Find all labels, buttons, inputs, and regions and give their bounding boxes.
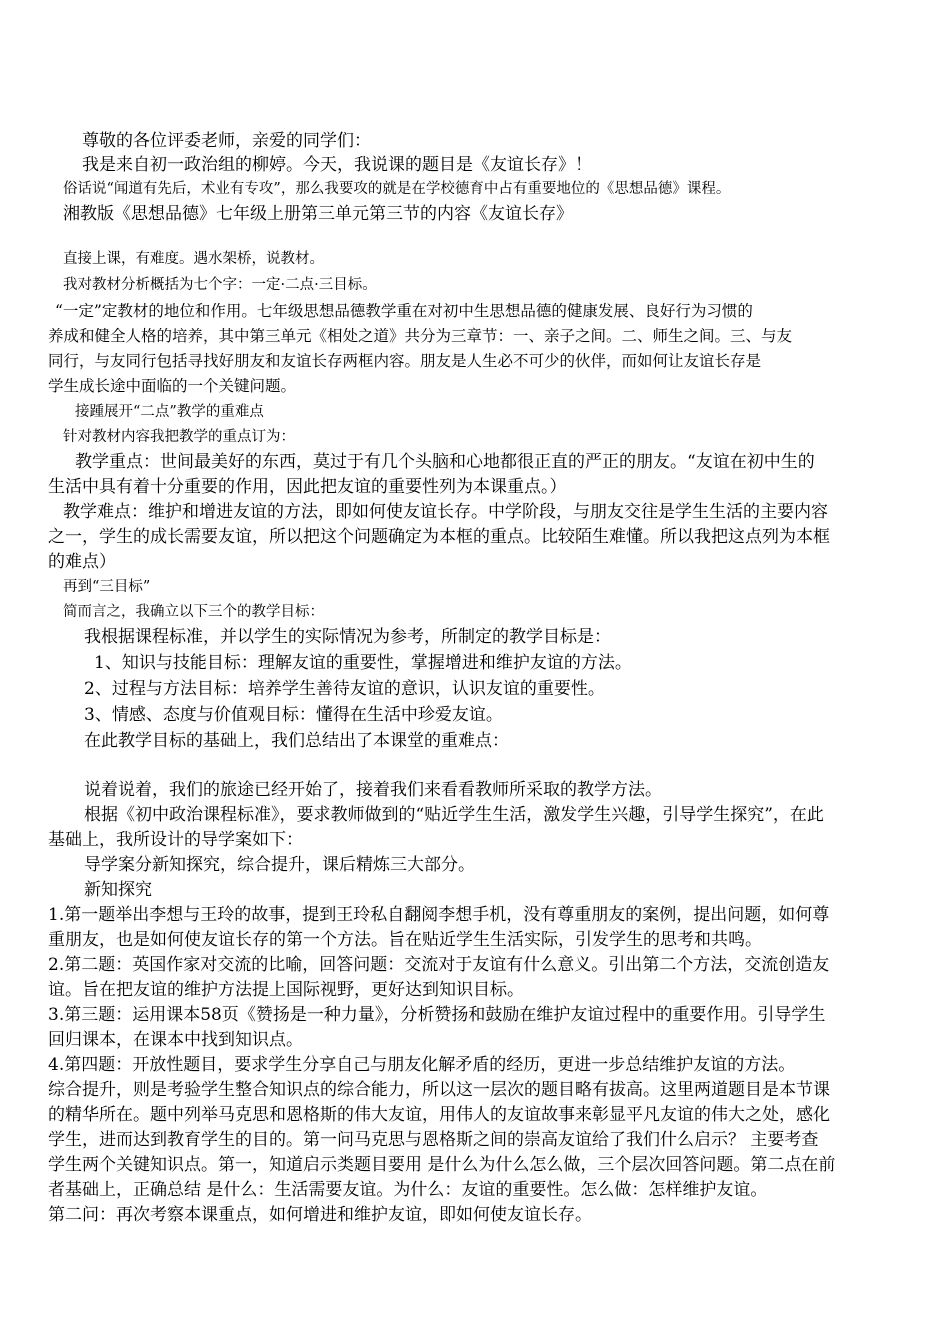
text-line: 的难点）	[48, 552, 116, 572]
text-line: 谊。旨在把友谊的维护方法提上国际视野，更好达到知识目标。	[48, 980, 524, 1000]
text-line: 我根据课程标准，并以学生的实际情况为参考，所制定的教学目标是：	[84, 627, 611, 647]
text-line: 再到“三目标”	[63, 579, 151, 595]
text-line: 2.第二题：英国作家对交流的比喻，回答问题：交流对于友谊有什么意义。引出第二个方法，交流创造友	[48, 955, 830, 975]
text-line: 基础上，我所设计的导学案如下：	[48, 830, 303, 850]
text-line: 2、过程与方法目标：培养学生善待友谊的意识，认识友谊的重要性。	[84, 679, 605, 699]
text-line: 综合提升，则是考验学生整合知识点的综合能力，所以这一层次的题目略有拔高。这里两道题目是本节课	[48, 1080, 830, 1100]
text-line: 学生成长途中面临的一个关键问题。	[48, 377, 297, 395]
text-line: 者基础上，正确总结 是什么：生活需要友谊。为什么：友谊的重要性。怎么做：怎样维护友谊。	[48, 1180, 768, 1200]
text-line: 养成和健全人格的培养，其中第三单元《相处之道》共分为三章节：一、亲子之间。二、师生之间。三、与友	[48, 327, 793, 345]
text-line: 同行，与友同行包括寻找好朋友和友谊长存两框内容。朋友是人生必不可少的伙伴，而如何让友谊长存是	[48, 352, 762, 370]
text-line: 1.第一题举出李想与王玲的故事，提到王玲私自翻阅李想手机，没有尊重朋友的案例，提出问题，如何尊	[48, 905, 830, 925]
text-line: 接踵展开“二点”教学的重难点	[75, 404, 264, 420]
text-line: 说着说着，我们的旅途已经开始了，接着我们来看看教师所采取的教学方法。	[84, 780, 662, 800]
text-line: 3.第三题：运用课本58页《赞扬是一种力量》，分析赞扬和鼓励在维护友谊过程中的重要作用。引导学生	[48, 1005, 826, 1025]
text-line: 根据《初中政治课程标准》，要求教师做到的“贴近学生生活，激发学生兴趣，引导学生探究”，在此	[84, 805, 824, 825]
text-line: 第二问：再次考察本课重点，如何增进和维护友谊，即如何使友谊长存。	[48, 1205, 592, 1225]
text-line: 针对教材内容我把教学的重点订为：	[63, 429, 295, 445]
text-line: 1、知识与技能目标：理解友谊的重要性，掌握增进和维护友谊的方法。	[94, 653, 632, 673]
text-line: 教学重点：世间最美好的东西，莫过于有几个头脑和心地都很正直的严正的朋友。“友谊在初中生的	[75, 452, 815, 472]
textbook-line: 湘教版《思想品德》七年级上册第三单元第三节的内容《友谊长存》	[63, 204, 573, 224]
text-line: 的精华所在。题中列举马克思和恩格斯的伟大友谊，用伟人的友谊故事来彰显平凡友谊的伟大之处，感化	[48, 1105, 830, 1125]
text-line: 之一，学生的成长需要友谊，所以把这个问题确定为本框的重点。比较陌生难懂。所以我把这点列为本框	[48, 527, 830, 547]
text-line: 直接上课，有难度。遇水架桥，说教材。	[63, 251, 324, 267]
text-line: 我对教材分析概括为七个字：一定·二点·三目标。	[63, 277, 377, 293]
text-line: 导学案分新知探究，综合提升，课后精炼三大部分。	[84, 855, 475, 875]
text-line: 学生，进而达到教育学生的目的。第一问马克思与恩格斯之间的崇高友谊给了我们什么启示？ 主要考查	[48, 1130, 819, 1150]
text-line: 重朋友，也是如何使友谊长存的第一个方法。旨在贴近学生生活实际，引发学生的思考和共鸣。	[48, 930, 762, 950]
text-line: “一定”定教材的地位和作用。七年级思想品德教学重在对初中生思想品德的健康发展、良好行为习惯的	[55, 302, 753, 320]
text-line: 在此教学目标的基础上，我们总结出了本课堂的重难点：	[84, 731, 509, 751]
section-heading: 新知探究	[84, 880, 152, 900]
greeting-line: 尊敬的各位评委老师，亲爱的同学们：	[82, 131, 371, 151]
text-line: 4.第四题：开放性题目，要求学生分享自己与朋友化解矛盾的经历，更进一步总结维护友谊的方法。	[48, 1055, 796, 1075]
text-line: 教学难点：维护和增进友谊的方法，即如何使友谊长存。中学阶段，与朋友交往是学生生活的主要内容	[63, 502, 828, 522]
text-line: 生活中具有着十分重要的作用，因此把友谊的重要性列为本课重点。）	[48, 477, 567, 497]
intro-line: 我是来自初一政治组的柳婷。今天，我说课的题目是《友谊长存》！	[82, 155, 592, 175]
text-line: 3、情感、态度与价值观目标：懂得在生活中珍爱友谊。	[84, 705, 503, 725]
proverb-line: 俗话说“闻道有先后，术业有专攻”，那么我要攻的就是在学校德育中占有重要地位的《思想品德》课程。	[63, 181, 731, 197]
text-line: 回归课本，在课本中找到知识点。	[48, 1030, 303, 1050]
text-line: 简而言之，我确立以下三个的教学目标：	[63, 604, 324, 620]
text-line: 学生两个关键知识点。第一，知道启示类题目要用 是什么为什么怎么做，三个层次回答问题。第二点在前	[48, 1155, 836, 1175]
